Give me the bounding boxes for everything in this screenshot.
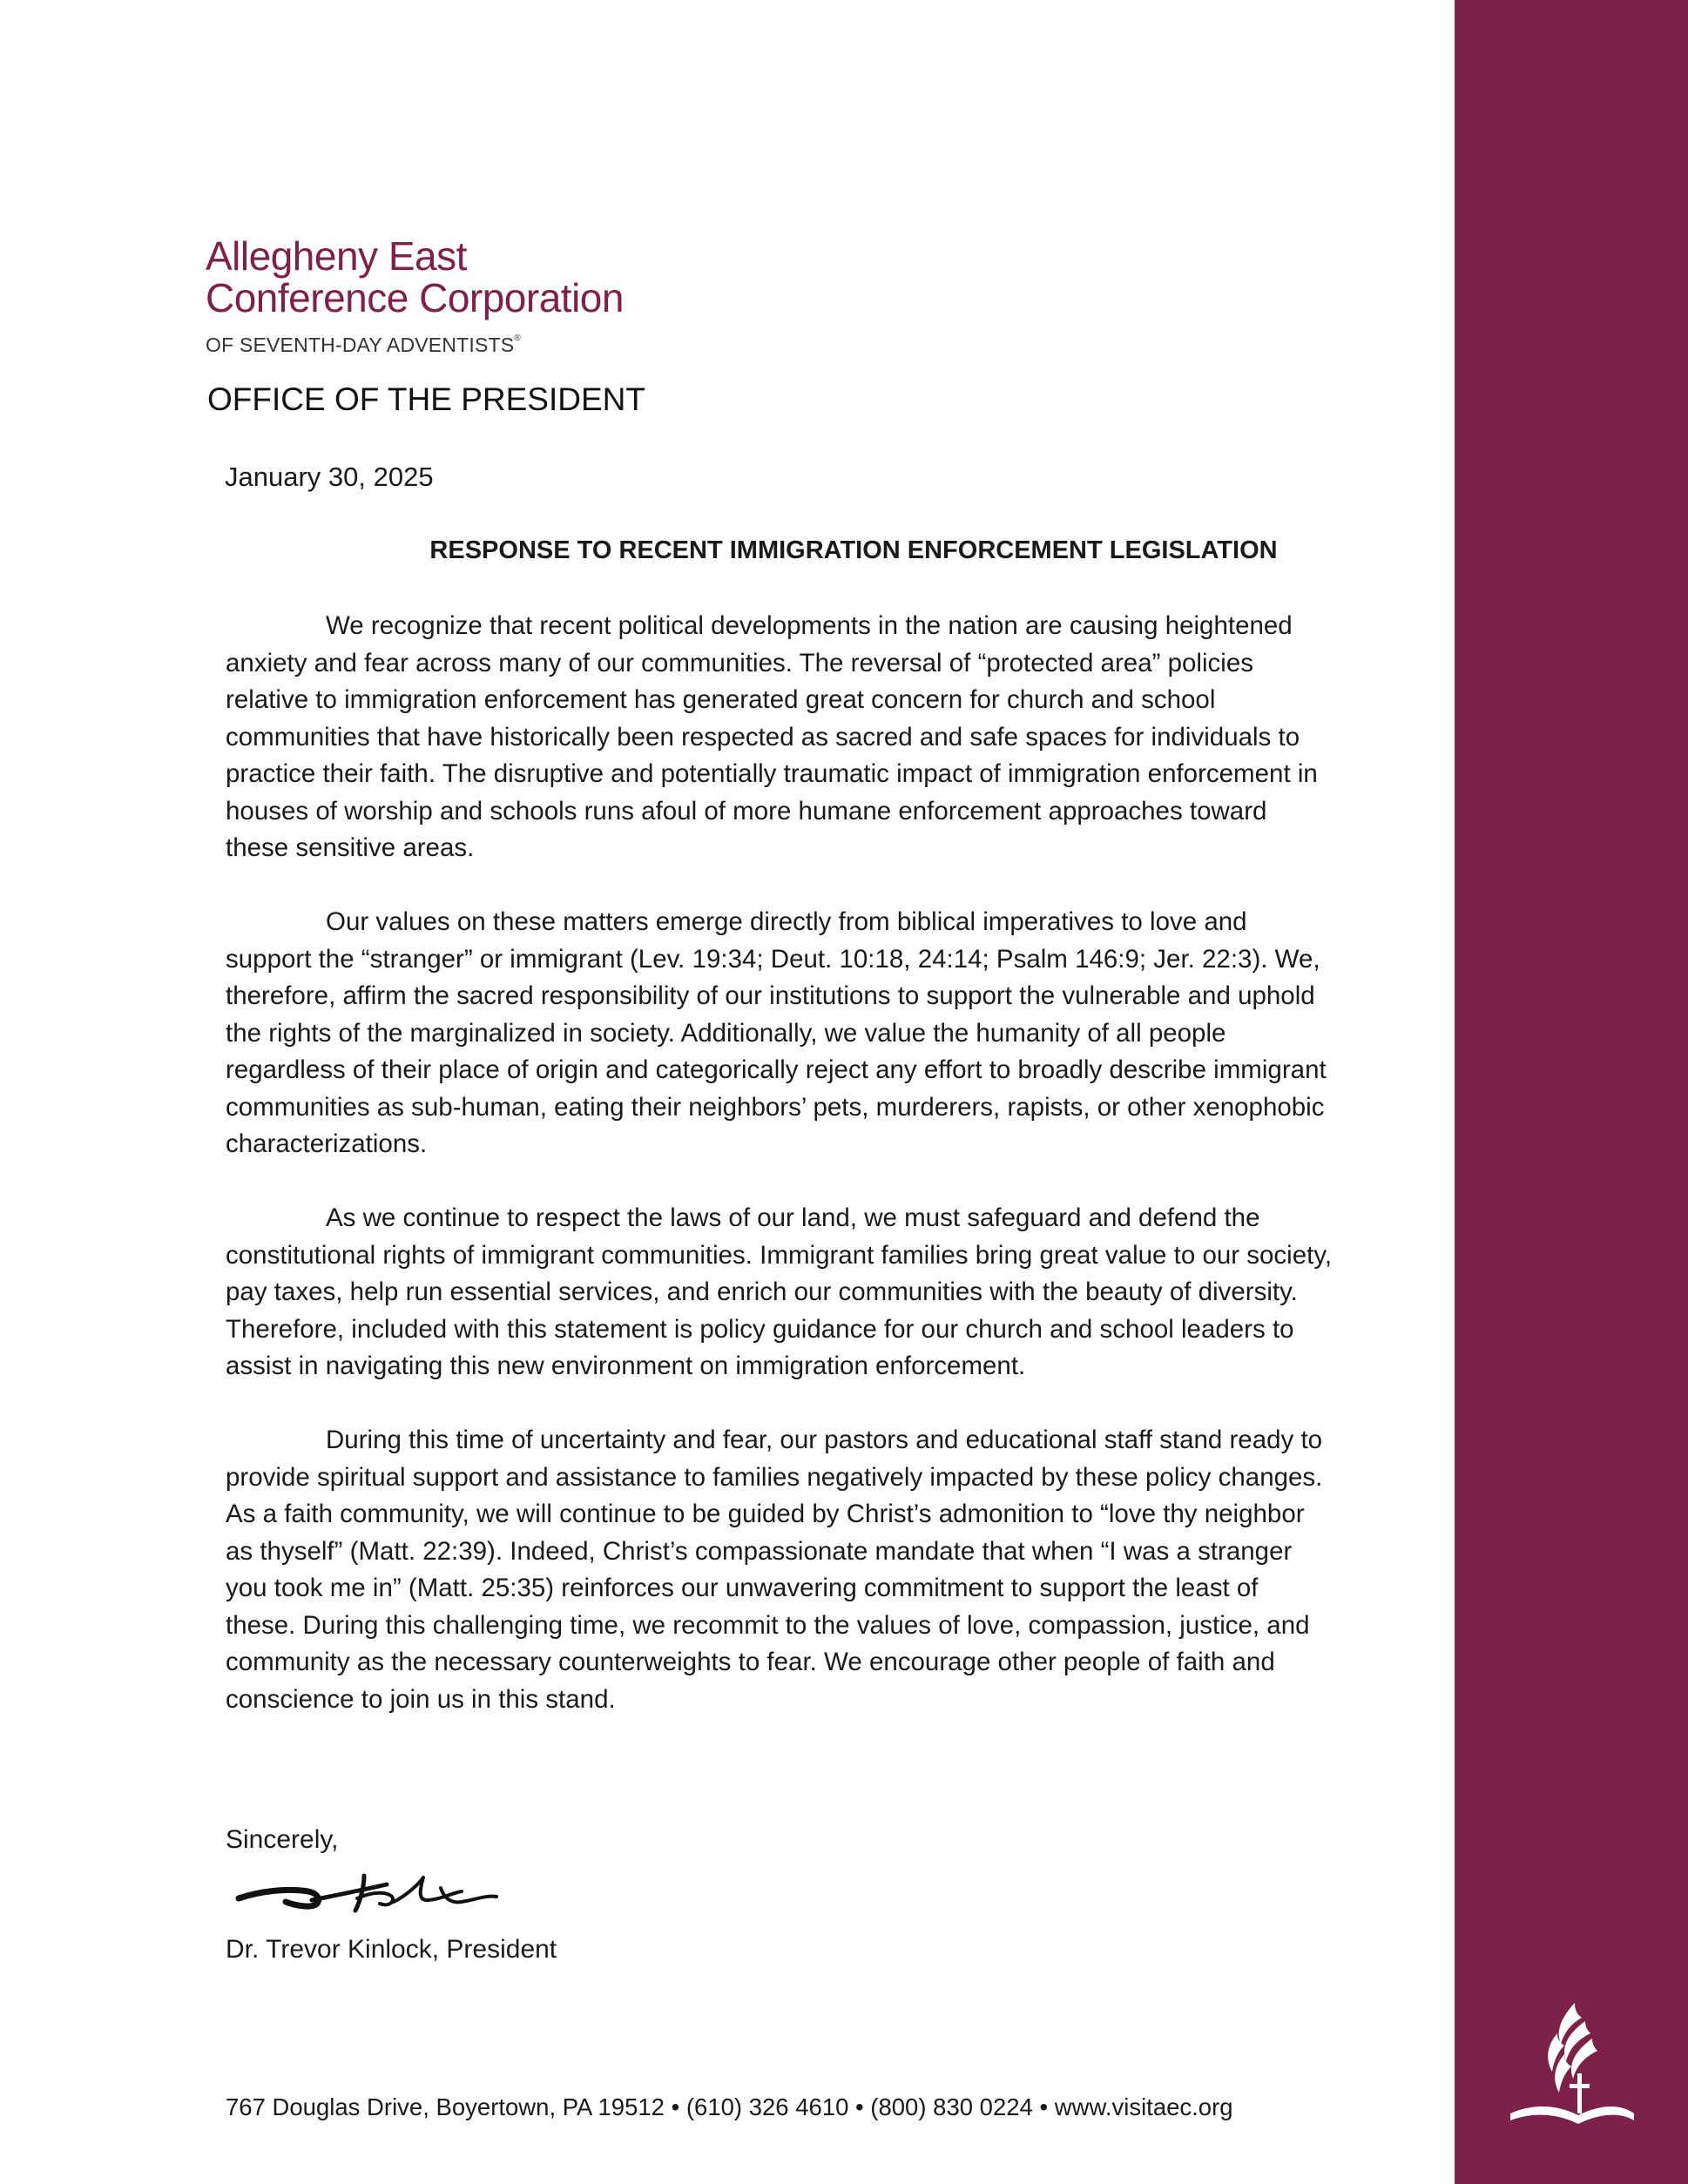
footer-contact: 767 Douglas Drive, Boyertown, PA 19512 • (610) 326 4610 • (800) 830 0224 • www.visitaec.org [226, 2093, 1233, 2120]
org-name-line2: Conference Corporation [206, 275, 624, 320]
trademark-mark: ® [514, 334, 521, 343]
brand-sidebar [1455, 0, 1688, 2184]
letter-body [226, 608, 1334, 1756]
org-name-line1: Allegheny East [206, 233, 467, 279]
organization-subtitle [206, 334, 521, 357]
office-heading: OFFICE OF THE PRESIDENT [207, 381, 645, 417]
letter-date: January 30, 2025 [225, 462, 434, 492]
organization-name [206, 235, 624, 319]
letter-closing: Sincerely, [226, 1825, 339, 1854]
body-paragraph-3: As we continue to respect the laws of our land, we must safeguard and defend the constitutional rights of immigrant communities. Immigrant families bring great value to our society, pay taxes, help run essential services, and enrich our communities with the beauty of diversity. Therefore, included with this statement is policy guidance for our church and school leaders to assist in navigating this new environment on immigration enforcement. [226, 1203, 1333, 1380]
sda-logo-icon [1507, 1999, 1637, 2138]
org-subtitle-text: OF SEVENTH-DAY ADVENTISTS [206, 334, 515, 356]
body-paragraph-1: We recognize that recent political developments in the nation are causing heightened anxiety and fear across many of our communities. The reversal of “protected area” policies relative to immigration enforcement has generated great concern for church and school communities that have historically been respected as sacred and safe spaces for individuals to practice their faith. The disruptive and potentially traumatic impact of immigration enforcement in houses of worship and schools runs afoul of more humane enforcement approaches toward these sensitive areas. [226, 611, 1318, 862]
signer-name: Dr. Trevor Kinlock, President [226, 1935, 557, 1964]
letter-title: RESPONSE TO RECENT IMMIGRATION ENFORCEMENT LEGISLATION [429, 536, 1278, 564]
body-paragraph-4: During this time of uncertainty and fear, our pastors and educational staff stand ready to provide spiritual support and assistance to families negatively impacted by these policy changes. As a faith community, we will continue to be guided by Christ’s admonition to “love thy neighbor as thyself” (Matt. 22:39). Indeed, Christ’s compassionate mandate that when “I was a stranger you took me in” (Matt. 25:35) reinforces our unwavering commitment to support the least of these. During this challenging time, we recommit to the values of love, compassion, justice, and community as the necessary counterweights to fear. We encourage other people of faith and conscience to join us in this stand. [226, 1426, 1323, 1714]
signature-image [233, 1869, 503, 1918]
body-paragraph-2: Our values on these matters emerge directly from biblical imperatives to love and support the “stranger” or immigrant (Lev. 19:34; Deut. 10:18, 24:14; Psalm 146:9; Jer. 22:3). We, therefore, affirm the sacred responsibility of our institutions to support the vulnerable and uphold the rights of the marginalized in society. Additionally, we value the humanity of all people regardless of their place of origin and categorically reject any effort to broadly describe immigrant communities as sub-human, eating their neighbors’ pets, murderers, rapists, or other xenophobic characterizations. [226, 907, 1327, 1158]
